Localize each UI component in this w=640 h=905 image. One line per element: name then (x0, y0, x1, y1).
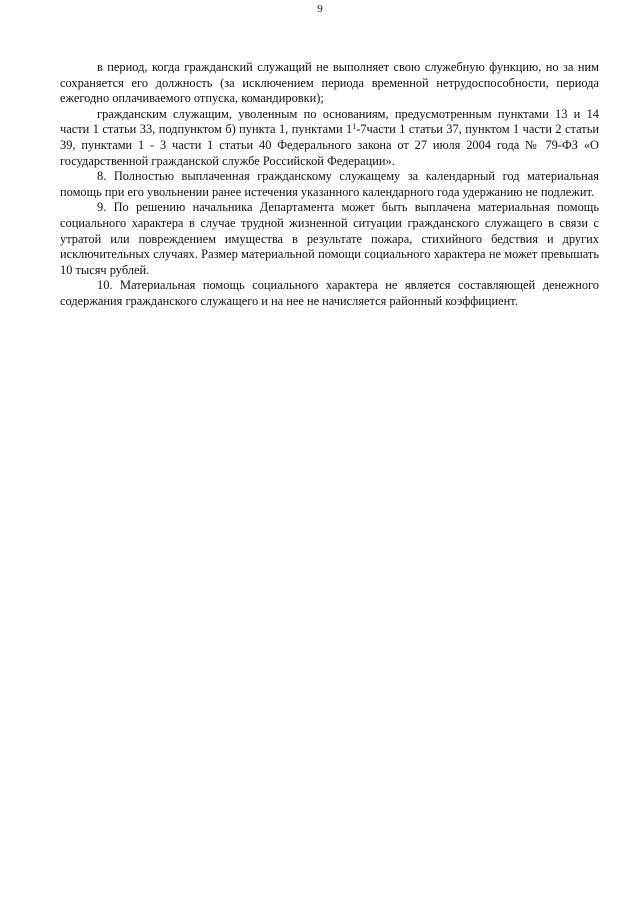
dismissed-text-end: -7части 1 статьи 37, пунктом 1 части 2 статьи 39, пунктами 1 - 3 части 1 статьи 40 Федерального закона от 27 июля 2004 года № 79-ФЗ «О государственной гражданской службе Российской Федерации». (60, 122, 599, 168)
paragraph-item-8: 8. Полностью выплаченная гражданскому служащему за календарный год материальная помощь при его увольнении ранее истечения указанного календарного года удержанию не подлежит. (60, 169, 599, 199)
paragraph-service-period: в период, когда гражданский служащий не выполняет свою служебную функцию, но за ним сохраняется его должность (за исключением периода временной нетрудоспособности, периода ежегодно оплачиваемого отпуска, командировки); (60, 60, 599, 106)
superscript-footnote: 1 (352, 122, 357, 132)
document-body (60, 60, 599, 310)
paragraph-item-9: 9. По решению начальника Департамента может быть выплачена материальная помощь социального характера в случае трудной жизненной ситуации гражданского служащего в связи с утратой или повреждением имущества в результате пожара, стихийного бедствия и других исключительных случаях. Размер материальной помощи социального характера не может превышать 10 тысяч рублей. (60, 200, 599, 277)
page-number: 9 (317, 3, 323, 15)
paragraph-dismissed-employees (60, 107, 599, 169)
dismissed-text-start: гражданским служащим, уволенным по основаниям, предусмотренным пунктами 13 и 14 части 1 статьи 33, подпунктом б) пункта 1, пунктами 1 (60, 106, 599, 137)
paragraph-item-10: 10. Материальная помощь социального характера не является составляющей денежного содержания гражданского служащего и на нее не начисляется районный коэффициент. (60, 278, 599, 308)
